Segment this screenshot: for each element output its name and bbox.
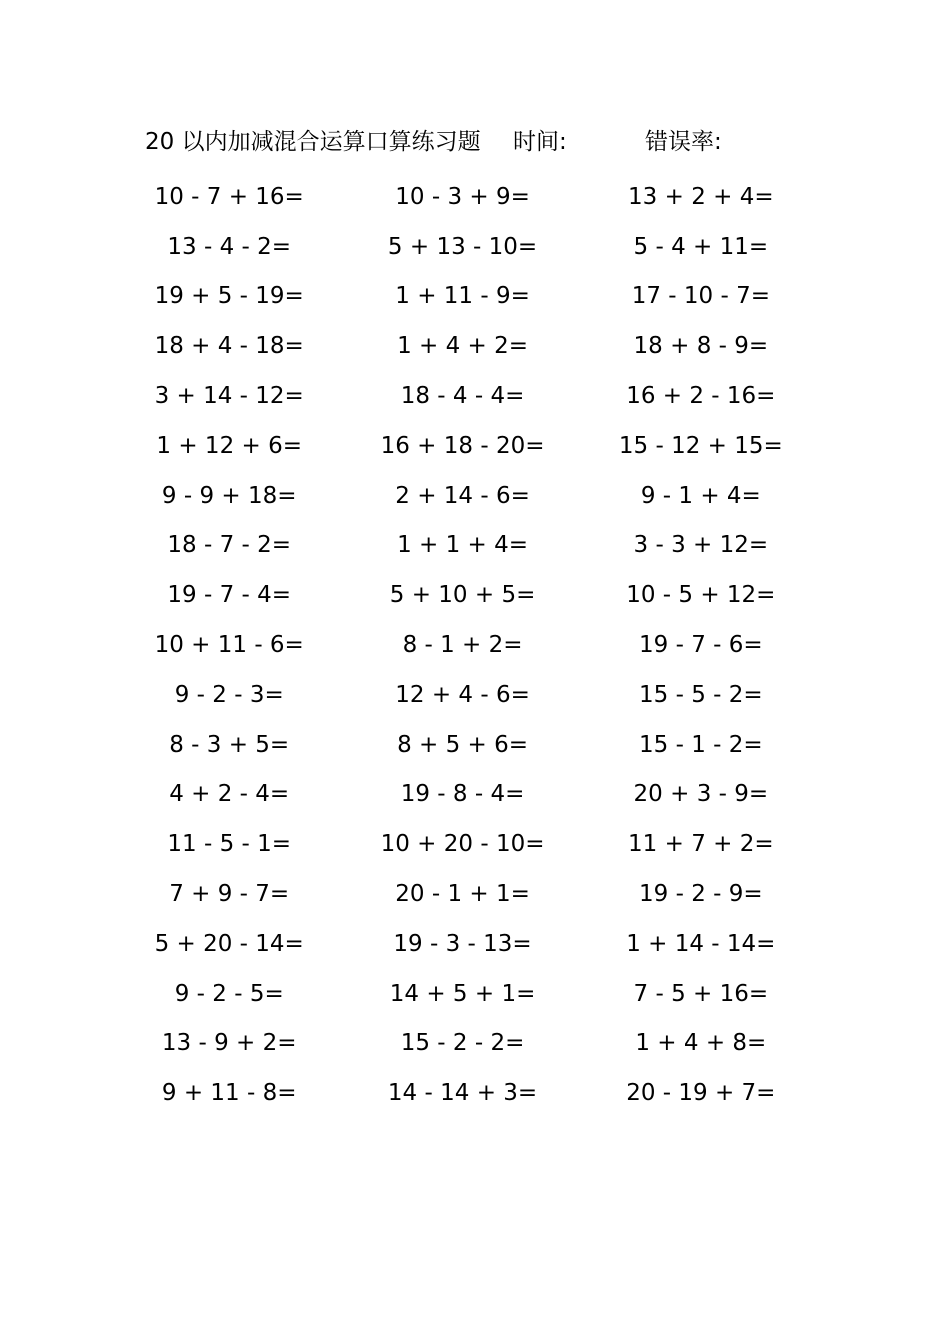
math-problem: 15 - 12 + 15=	[618, 432, 783, 459]
math-problem: 3 - 3 + 12=	[633, 532, 769, 559]
math-problem: 8 - 1 + 2=	[402, 632, 523, 659]
math-problem: 10 - 7 + 16=	[154, 183, 304, 210]
problem-row	[120, 969, 820, 1019]
math-problem: 1 + 12 + 6=	[156, 432, 302, 459]
math-problem: 16 + 18 - 20=	[380, 432, 545, 459]
math-problem: 13 - 9 + 2=	[161, 1030, 297, 1057]
problem-row	[120, 570, 820, 620]
problem-row	[120, 770, 820, 820]
math-problem: 10 + 20 - 10=	[380, 831, 545, 858]
math-problem: 9 - 1 + 4=	[640, 482, 761, 509]
math-problem: 19 - 3 - 13=	[393, 930, 532, 957]
problem-row	[120, 521, 820, 571]
problem-row	[120, 471, 820, 521]
time-label: 时间:	[513, 129, 567, 155]
math-problem: 2 + 14 - 6=	[395, 482, 530, 509]
math-problem: 13 + 2 + 4=	[628, 183, 774, 210]
math-problem: 19 - 7 - 4=	[167, 582, 292, 609]
problem-row	[120, 272, 820, 322]
problem-row	[120, 1019, 820, 1069]
math-problem: 9 - 2 - 3=	[174, 681, 284, 708]
problem-row	[120, 670, 820, 720]
math-problem: 12 + 4 - 6=	[395, 681, 530, 708]
math-problem: 1 + 4 + 2=	[397, 333, 529, 360]
math-problem: 20 - 19 + 7=	[626, 1080, 776, 1107]
math-problem: 17 - 10 - 7=	[631, 283, 770, 310]
math-problem: 7 + 9 - 7=	[169, 881, 290, 908]
math-problem: 19 - 7 - 6=	[639, 632, 763, 659]
problem-row	[120, 919, 820, 969]
math-problem: 14 + 5 + 1=	[389, 980, 536, 1007]
math-problem: 16 + 2 - 16=	[626, 383, 776, 410]
math-problem: 1 + 14 - 14=	[626, 930, 776, 957]
math-problem: 5 + 10 + 5=	[389, 582, 536, 609]
math-problem: 5 - 4 + 11=	[633, 233, 769, 260]
math-problem: 4 + 2 - 4=	[169, 781, 290, 808]
math-problem: 18 + 8 - 9=	[633, 333, 769, 360]
math-problem: 9 + 11 - 8=	[161, 1080, 297, 1107]
worksheet-header	[0, 124, 950, 160]
problem-grid	[120, 172, 820, 1118]
error-rate-label: 错误率:	[645, 129, 722, 155]
math-problem: 20 - 1 + 1=	[395, 881, 530, 908]
math-problem: 15 - 1 - 2=	[639, 731, 763, 758]
math-problem: 20 + 3 - 9=	[633, 781, 769, 808]
math-problem: 18 - 4 - 4=	[400, 383, 525, 410]
math-problem: 10 + 11 - 6=	[154, 632, 304, 659]
problem-row	[120, 620, 820, 670]
math-problem: 11 - 5 - 1=	[167, 831, 292, 858]
problem-row	[120, 222, 820, 272]
math-problem: 5 + 20 - 14=	[154, 930, 304, 957]
problem-row	[120, 869, 820, 919]
math-problem: 13 - 4 - 2=	[167, 233, 292, 260]
math-problem: 14 - 14 + 3=	[387, 1080, 538, 1107]
math-problem: 19 - 2 - 9=	[639, 881, 763, 908]
problem-row	[120, 321, 820, 371]
problem-row	[120, 1068, 820, 1118]
problem-row	[120, 172, 820, 222]
math-problem: 8 + 5 + 6=	[397, 731, 529, 758]
math-problem: 9 - 2 - 5=	[174, 980, 284, 1007]
problem-row	[120, 819, 820, 869]
math-problem: 19 - 8 - 4=	[400, 781, 525, 808]
math-problem: 11 + 7 + 2=	[628, 831, 774, 858]
math-problem: 3 + 14 - 12=	[154, 383, 304, 410]
math-problem: 1 + 1 + 4=	[397, 532, 529, 559]
math-problem: 15 - 5 - 2=	[639, 681, 763, 708]
math-problem: 10 - 5 + 12=	[626, 582, 776, 609]
problem-row	[120, 720, 820, 770]
math-problem: 15 - 2 - 2=	[400, 1030, 525, 1057]
math-problem: 7 - 5 + 16=	[633, 980, 769, 1007]
math-problem: 8 - 3 + 5=	[169, 731, 290, 758]
problem-row	[120, 421, 820, 471]
math-problem: 19 + 5 - 19=	[154, 283, 304, 310]
math-problem: 9 - 9 + 18=	[161, 482, 297, 509]
worksheet-title: 20 以内加减混合运算口算练习题	[145, 129, 481, 155]
problem-row	[120, 371, 820, 421]
math-problem: 5 + 13 - 10=	[387, 233, 538, 260]
math-problem: 10 - 3 + 9=	[395, 183, 530, 210]
math-problem: 1 + 4 + 8=	[635, 1030, 767, 1057]
math-problem: 18 + 4 - 18=	[154, 333, 304, 360]
math-problem: 18 - 7 - 2=	[167, 532, 292, 559]
math-problem: 1 + 11 - 9=	[395, 283, 530, 310]
